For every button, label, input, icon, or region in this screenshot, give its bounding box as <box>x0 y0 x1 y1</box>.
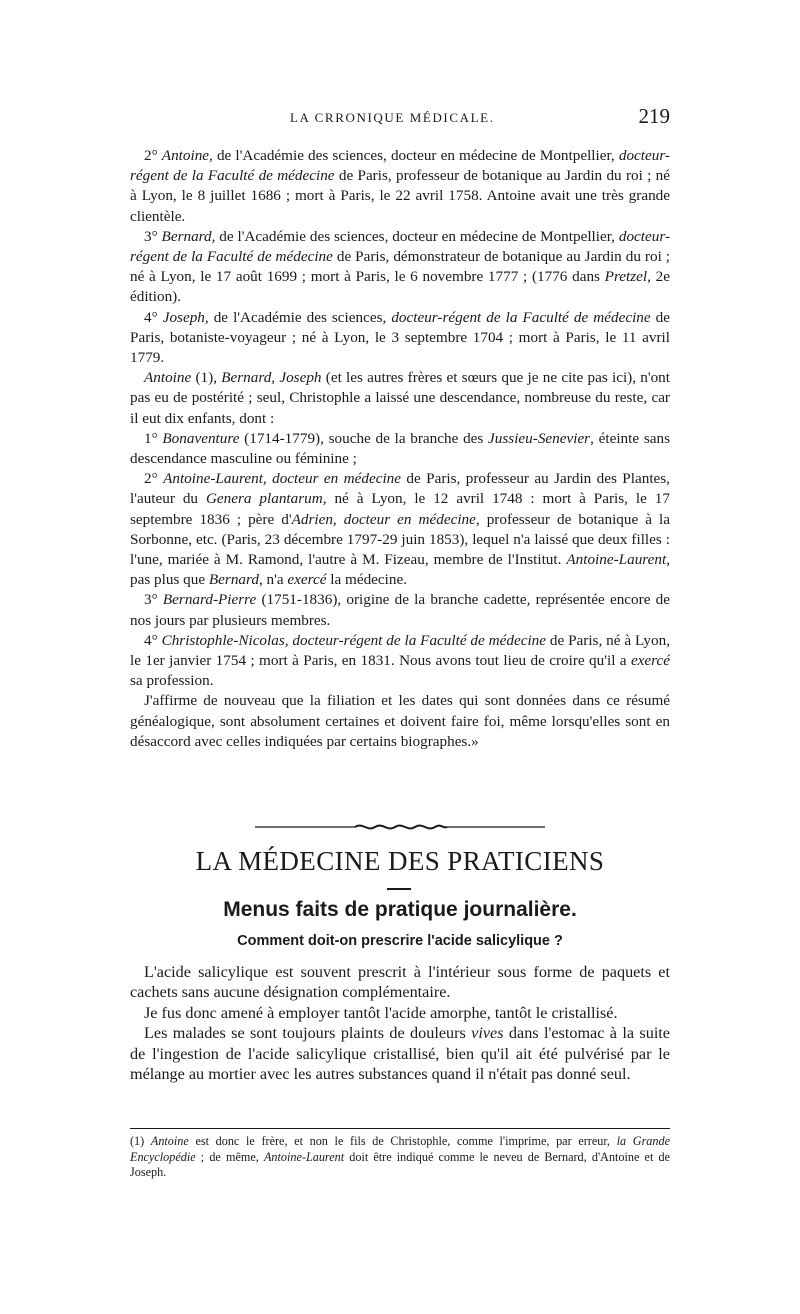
paragraph: 3° Bernard-Pierre (1751-1836), origine de la branche cadette, représentée encore de nos jours par plusieurs membres. <box>130 591 670 629</box>
paragraph: 3° Bernard, de l'Académie des sciences, docteur en médecine de Montpellier, docteur-régent de la Faculté de médecine de Paris, démonstrateur de botanique au Jardin du roi ; né à Lyon, le 17 août 1699 ; mort à Paris, le 6 novembre 1777 ; (1776 dans Pretzel, 2e édition). <box>130 227 671 306</box>
running-title: LA CRRONIQUE MÉDICALE. <box>290 110 495 125</box>
paragraph: 4° Joseph, de l'Académie des sciences, docteur-régent de la Faculté de médecine de Paris, botaniste-voyageur ; né à Lyon, le 3 septembre 1704 ; mort à Paris, le 11 avril 1779. <box>130 308 670 367</box>
running-header <box>130 104 670 136</box>
paragraph: 2° Antoine, de l'Académie des sciences, docteur en médecine de Montpellier, docteur-régent de la Faculté de médecine de Paris, professeur de botanique au Jardin du roi ; né à Lyon, le 8 juillet 1686 ; mort à Paris, le 22 avril 1758. Antoine avait une très grande clientèle. <box>130 147 670 225</box>
paragraph: 1° Bonaventure (1714-1779), souche de la branche des Jussieu-Senevier, éteinte sans descendance masculine ou féminine ; <box>130 429 670 468</box>
genealogy-text <box>130 146 670 752</box>
fleuron-ornament <box>0 820 800 839</box>
section-subtitle: Menus faits de pratique journalière. <box>223 898 577 921</box>
paragraph: Antoine (1), Bernard, Joseph (et les autres frères et sœurs que je ne cite pas ici), n'ont pas eu de postérité ; seul, Christophle a laissé une descendance, nombreuse du reste, car il eut dix enfants, dont : <box>130 369 670 427</box>
paragraph: 2° Antoine-Laurent, docteur en médecine de Paris, professeur au Jardin des Plantes, l'auteur du Genera plantarum, né à Lyon, le 12 avril 1748 : mort à Paris, le 17 septembre 1836 ; père d'Adrien, docteur en médecine, professeur de botanique à la Sorbonne, etc. (Paris, 23 décembre 1797-29 juin 1853), lequel n'a laissé que deux filles : l'une, mariée à M. Ramond, l'autre à M. Fizeau, membre de l'Institut. Antoine-Laurent, pas plus que Bernard, n'a exercé la médecine. <box>130 470 670 589</box>
paragraph: Les malades se sont toujours plaints de douleurs vives dans l'estomac à la suite de l'ingestion de l'acide salicylique cristallisé, bien qu'il ait été pulvérisé par le mélange au mortier avec les autres substances quand il n'était pas donné seul. <box>130 1024 670 1084</box>
section-question: Comment doit-on prescrire l'acide salicylique ? <box>237 933 563 949</box>
paragraph: L'acide salicylique est souvent prescrit à l'intérieur sous forme de paquets et cachets sans aucune désignation complémentaire. <box>130 963 670 1002</box>
paragraph: 4° Christophle-Nicolas, docteur-régent de la Faculté de médecine de Paris, né à Lyon, le 1er janvier 1754 ; mort à Paris, en 1831. Nous avons tout lieu de croire qu'il a exercé sa profession. <box>130 631 671 690</box>
divider <box>387 888 411 890</box>
footnote: (1) Antoine est donc le frère, et non le fils de Christophle, comme l'imprime, par erreur, la Grande Encyclopédie ; de même, Antoine-Laurent doit être indiqué comme le neveu de Bernard, d'Antoine et de Joseph. <box>130 1134 671 1180</box>
paragraph: J'affirme de nouveau que la filiation et les dates qui sont données dans ce résumé généalogique, sont absolument certaines et doivent faire foi, même lorsqu'elles sont en désaccord avec celles indiquées par certains biographes.» <box>130 692 670 750</box>
paragraph: Je fus donc amené à employer tantôt l'acide amorphe, tantôt le cristallisé. <box>144 1003 618 1022</box>
section-title: LA MÉDECINE DES PRATICIENS <box>195 846 605 876</box>
footnote-divider <box>130 1128 670 1129</box>
article-text <box>130 962 670 1084</box>
ornament-icon <box>255 820 545 834</box>
page-number: 219 <box>638 104 670 128</box>
